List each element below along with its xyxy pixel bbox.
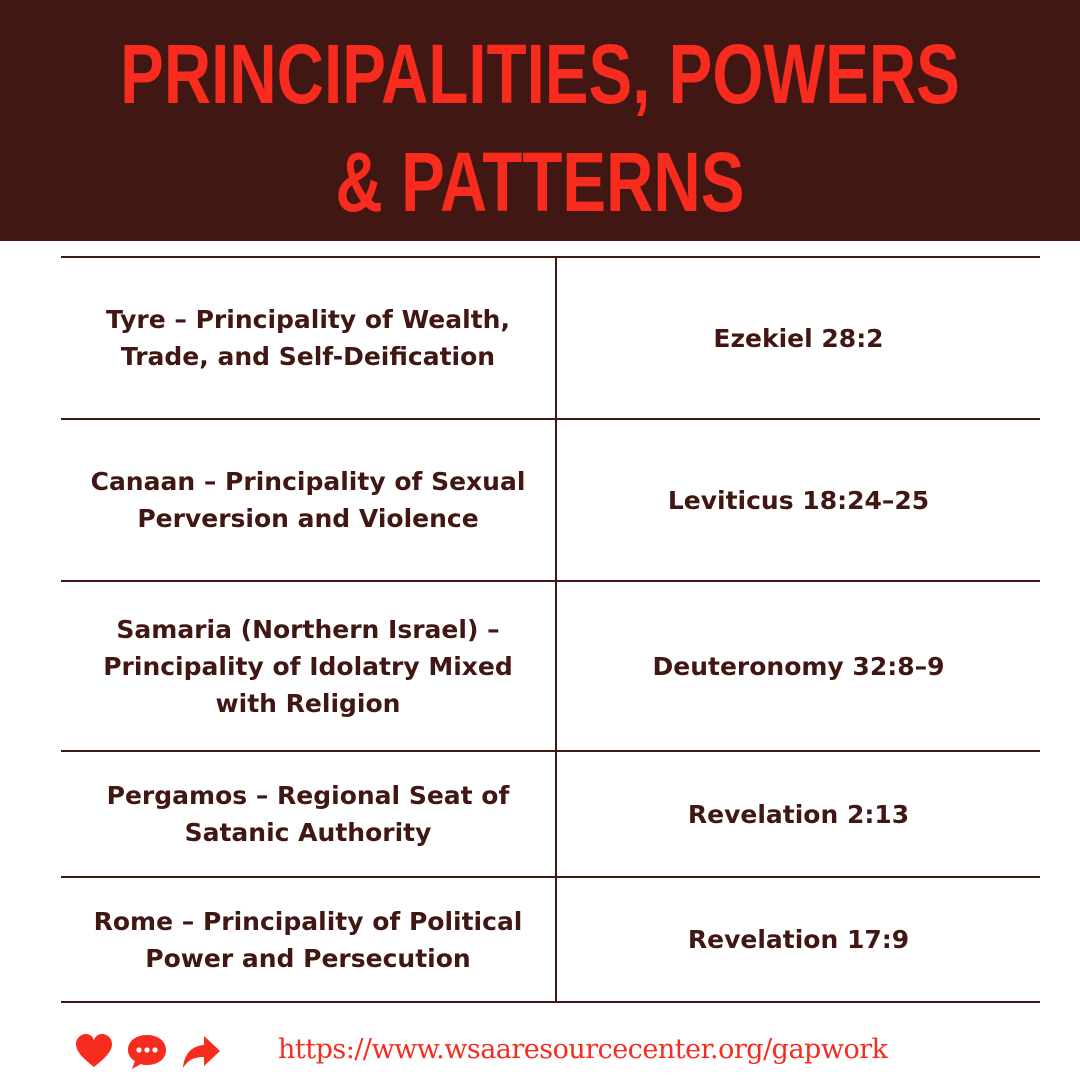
principality-text: Tyre – Principality of Wealth, Trade, and Self-Deification bbox=[106, 305, 510, 371]
principality-cell bbox=[61, 752, 557, 876]
principalities-table bbox=[61, 256, 1040, 1003]
reference-text: Revelation 2:13 bbox=[687, 799, 910, 829]
principality-cell bbox=[61, 582, 557, 750]
table-row bbox=[61, 580, 1040, 750]
principality-cell bbox=[61, 420, 557, 580]
share-icon[interactable] bbox=[180, 1032, 220, 1072]
reference-text: Leviticus 18:24–25 bbox=[667, 485, 930, 515]
reference-cell bbox=[557, 752, 1040, 876]
reference-text: Revelation 17:9 bbox=[687, 925, 910, 954]
reference-cell bbox=[557, 582, 1040, 750]
table-row bbox=[61, 256, 1040, 418]
principality-text: Pergamos – Regional Seat of Satanic Authority bbox=[106, 781, 510, 847]
principality-text: Rome – Principality of Political Power and Persecution bbox=[93, 906, 523, 973]
comment-icon[interactable] bbox=[126, 1032, 166, 1072]
page-title-line-2: & PATTERNS bbox=[335, 135, 745, 229]
principality-text: Canaan – Principality of Sexual Perversion and Violence bbox=[90, 467, 526, 533]
header-banner bbox=[0, 0, 1080, 241]
principality-text: Samaria (Northern Israel) – Principality of Idolatry Mixed with Religion bbox=[103, 614, 513, 718]
reference-text: Ezekiel 28:2 bbox=[713, 323, 884, 353]
table-row bbox=[61, 876, 1040, 1003]
page-title-line-1: PRINCIPALITIES, POWERS bbox=[120, 27, 960, 121]
reference-cell bbox=[557, 878, 1040, 1001]
table-row bbox=[61, 750, 1040, 876]
reference-cell bbox=[557, 420, 1040, 580]
reference-text: Deuteronomy 32:8–9 bbox=[652, 651, 945, 681]
website-url-link[interactable]: https://www.wsaaresourcecenter.org/gapwork bbox=[278, 1034, 888, 1065]
heart-icon[interactable] bbox=[74, 1032, 114, 1072]
principality-cell bbox=[61, 878, 557, 1001]
reference-cell bbox=[557, 258, 1040, 418]
table-row bbox=[61, 418, 1040, 580]
principality-cell bbox=[61, 258, 557, 418]
footer bbox=[0, 1020, 1080, 1080]
